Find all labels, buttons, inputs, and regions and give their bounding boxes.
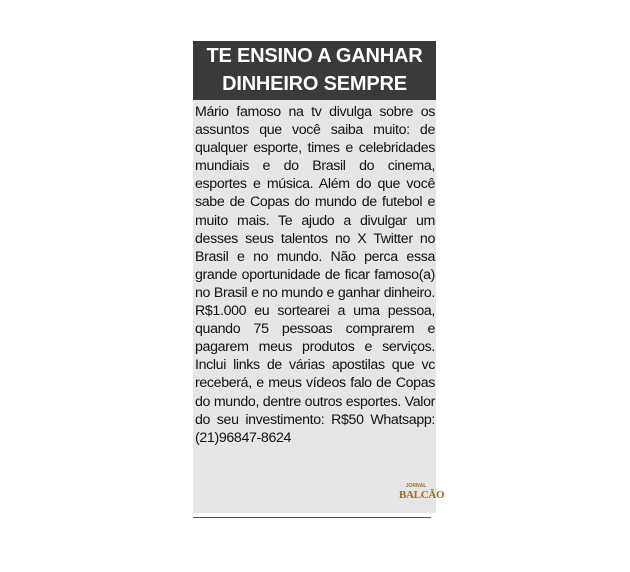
logo-small-text: JORNAL — [405, 483, 427, 489]
ad-title: TE ENSINO A GANHAR DINHEIRO SEMPRE — [193, 41, 436, 100]
logo-big-text: BALCÃO — [399, 489, 445, 501]
jornal-balcao-logo — [399, 483, 445, 507]
classified-ad — [193, 41, 445, 513]
divider-line — [193, 517, 431, 518]
ad-body-text: Mário famoso na tv divulga sobre os assuntos que você saiba muito: de qualquer esporte, times e celebridades mundiais e do Brasil do cinema, esportes e música. Além do que você sabe de Copas do mundo de futebol e muito mais. Te ajudo a divulgar um desses seus talentos no X Twitter no Brasil e no mundo. Não perca essa grande oportunidade de ficar famoso(a) no Brasil e no mundo e ganhar dinheiro. R$1.000 eu sortearei a uma pessoa, quando 75 pessoas comprarem e pagarem meus produtos e serviços. Inclui links de várias apostilas que vc receberá, e meus vídeos falo de Copas do mundo, dentre outros esportes. Valor do seu investimento: R$50 Whatsapp: (21)96847-8624 — [195, 104, 435, 446]
